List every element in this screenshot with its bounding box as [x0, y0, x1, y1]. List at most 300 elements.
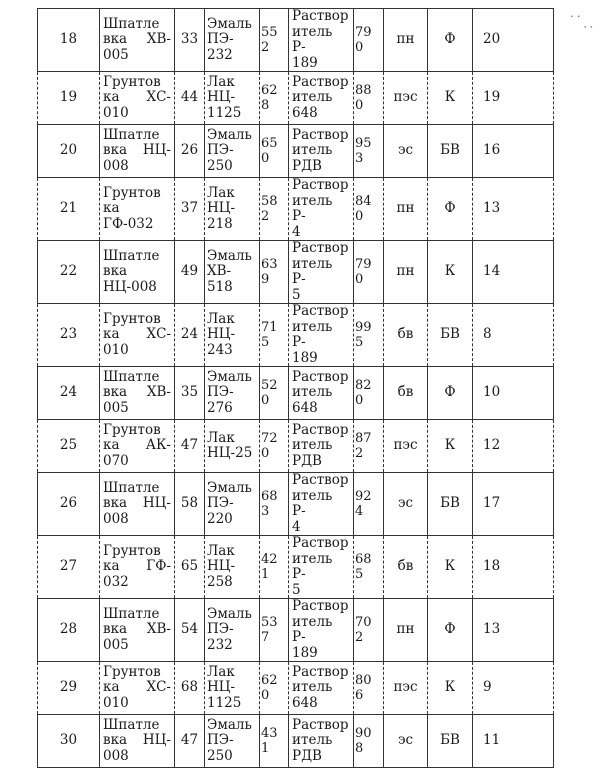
- solvent-name-line: 648: [292, 694, 318, 711]
- material-name-line: вка ХВ-: [103, 621, 171, 638]
- material-name-line: ка ХС-: [103, 326, 171, 343]
- table-row: [38, 536, 554, 599]
- coating-qty: [260, 9, 289, 72]
- table-row: [38, 72, 554, 125]
- solvent-name-line: 189: [292, 644, 318, 661]
- material-qty: 44: [175, 72, 205, 125]
- category: К: [428, 241, 473, 304]
- solvent-name-line: 189: [292, 349, 318, 366]
- solvent-name-line: 4: [292, 518, 301, 535]
- category: К: [428, 536, 473, 599]
- coating-qty-line: 53: [261, 615, 278, 630]
- row-number: 22: [38, 241, 100, 304]
- abbreviation: пн: [384, 178, 428, 241]
- solvent-qty-line: 2: [355, 446, 364, 461]
- last-value: 10: [473, 367, 554, 420]
- coating-code-line: НЦ-: [207, 200, 236, 217]
- scan-speck: · ·: [570, 10, 581, 23]
- material-name: [100, 599, 175, 662]
- material-name-line: 008: [103, 157, 129, 174]
- solvent-qty-line: 0: [355, 40, 364, 55]
- coating-qty-line: 71: [261, 320, 278, 335]
- material-name-line: Грунтов: [103, 542, 161, 559]
- solvent-name-line: Раствор: [292, 126, 349, 143]
- material-name-line: 005: [103, 636, 129, 653]
- coating-qty-line: 42: [261, 552, 278, 567]
- solvent-qty-line: 95: [355, 136, 372, 151]
- solvent-name-line: Раствор: [292, 421, 349, 438]
- coating-qty-line: 65: [261, 136, 278, 151]
- coating-code: [205, 715, 260, 768]
- solvent-qty-line: 80: [355, 673, 372, 688]
- coating-qty-line: 7: [261, 630, 270, 645]
- table-row: [38, 367, 554, 420]
- material-qty: 26: [175, 125, 205, 178]
- abbreviation: эс: [384, 473, 428, 536]
- solvent-qty: [354, 9, 384, 72]
- material-qty: 47: [175, 420, 205, 473]
- material-name-line: НЦ-008: [103, 278, 157, 295]
- material-name-line: Грунтов: [103, 73, 161, 90]
- material-name: [100, 9, 175, 72]
- material-name-line: Шпатле: [103, 368, 160, 385]
- coating-qty: [260, 241, 289, 304]
- coating-code-line: НЦ-25: [207, 445, 253, 461]
- coating-code: [205, 367, 260, 420]
- solvent-name-line: Раствор: [292, 73, 349, 90]
- last-value: 16: [473, 125, 554, 178]
- material-name-line: Грунтов: [103, 663, 161, 680]
- coating-code-line: Эмаль: [207, 716, 252, 733]
- solvent-name-line: итель Р-: [292, 487, 333, 519]
- coating-code-line: Лак: [207, 542, 235, 559]
- coating-code-line: 232: [207, 636, 233, 653]
- material-name-line: Шпатле: [103, 126, 160, 143]
- scan-speck: ‵ ‵: [584, 24, 593, 37]
- material-qty: 35: [175, 367, 205, 420]
- table-row: [38, 715, 554, 768]
- solvent-name-line: итель: [292, 142, 333, 159]
- material-qty: 33: [175, 9, 205, 72]
- materials-table: [37, 8, 554, 768]
- solvent-name: [289, 536, 354, 599]
- coating-code-line: Лак: [207, 310, 235, 327]
- table-row: [38, 304, 554, 367]
- abbreviation: бв: [384, 536, 428, 599]
- material-name-line: 010: [103, 694, 129, 711]
- material-name-line: Шпатле: [103, 479, 160, 496]
- solvent-qty-line: 8: [355, 741, 364, 756]
- material-name-line: 005: [103, 399, 129, 416]
- coating-code-line: 276: [207, 399, 233, 416]
- solvent-qty-line: 6: [355, 688, 364, 703]
- solvent-qty: [354, 367, 384, 420]
- solvent-qty-line: 99: [355, 320, 372, 335]
- material-qty: 68: [175, 662, 205, 715]
- row-number: 26: [38, 473, 100, 536]
- material-name-line: Шпатле: [103, 247, 160, 264]
- material-name-line: Грунтов: [103, 421, 161, 438]
- material-qty: 47: [175, 715, 205, 768]
- solvent-name-line: итель Р-: [292, 318, 333, 350]
- material-name: [100, 536, 175, 599]
- material-name: [100, 367, 175, 420]
- coating-qty-line: 5: [261, 335, 270, 350]
- solvent-name-line: итель: [292, 384, 333, 401]
- coating-qty-line: 58: [261, 194, 278, 209]
- row-number: 30: [38, 715, 100, 768]
- solvent-name: [289, 125, 354, 178]
- solvent-name: [289, 473, 354, 536]
- last-value: 8: [473, 304, 554, 367]
- solvent-qty-line: 5: [355, 335, 364, 350]
- row-number: 23: [38, 304, 100, 367]
- solvent-name-line: Раствор: [292, 177, 349, 193]
- coating-qty-line: 72: [261, 431, 278, 446]
- coating-qty-line: 0: [261, 446, 270, 461]
- coating-code-line: ПЭ-: [207, 732, 234, 749]
- last-value: 18: [473, 536, 554, 599]
- solvent-qty-line: 68: [355, 552, 372, 567]
- coating-qty: [260, 536, 289, 599]
- material-name-line: ка АК-: [103, 437, 171, 454]
- last-value: 11: [473, 715, 554, 768]
- last-value: 17: [473, 473, 554, 536]
- solvent-qty-line: 90: [355, 726, 372, 741]
- coating-qty: [260, 420, 289, 473]
- coating-code-line: НЦ-: [207, 89, 236, 106]
- material-qty: 37: [175, 178, 205, 241]
- material-name-line: вка НЦ-: [103, 142, 171, 159]
- solvent-qty: [354, 473, 384, 536]
- coating-code: [205, 125, 260, 178]
- last-value: 13: [473, 178, 554, 241]
- solvent-qty-line: 84: [355, 194, 372, 209]
- coating-code-line: Эмаль: [207, 247, 252, 264]
- solvent-name-line: РДВ: [292, 452, 322, 469]
- coating-code-line: ХВ-: [207, 263, 232, 280]
- row-number: 20: [38, 125, 100, 178]
- material-name-line: Шпатле: [103, 716, 160, 733]
- solvent-name: [289, 715, 354, 768]
- solvent-qty-line: 0: [355, 98, 364, 113]
- solvent-name: [289, 662, 354, 715]
- material-name: [100, 304, 175, 367]
- solvent-name-line: итель Р-: [292, 192, 333, 224]
- coating-code: [205, 536, 260, 599]
- last-value: 9: [473, 662, 554, 715]
- category: К: [428, 72, 473, 125]
- category: Ф: [428, 367, 473, 420]
- material-name: [100, 420, 175, 473]
- solvent-name-line: итель: [292, 437, 333, 454]
- material-name-line: 008: [103, 747, 129, 764]
- material-name-line: 008: [103, 510, 129, 527]
- material-name-line: вка: [103, 263, 128, 280]
- solvent-name: [289, 9, 354, 72]
- solvent-name-line: итель Р-: [292, 255, 333, 287]
- category: Ф: [428, 9, 473, 72]
- solvent-name-line: итель: [292, 679, 333, 696]
- row-number: 24: [38, 367, 100, 420]
- solvent-name-line: итель Р-: [292, 550, 333, 582]
- solvent-name-line: итель Р-: [292, 23, 333, 55]
- solvent-qty-line: 70: [355, 615, 372, 630]
- coating-code-line: 258: [207, 573, 233, 590]
- solvent-name: [289, 72, 354, 125]
- category: БВ: [428, 304, 473, 367]
- coating-code-line: Лак: [207, 184, 235, 201]
- row-number: 29: [38, 662, 100, 715]
- coating-qty-line: 0: [261, 151, 270, 166]
- solvent-qty: [354, 178, 384, 241]
- abbreviation: бв: [384, 367, 428, 420]
- coating-code-line: Эмаль: [207, 126, 252, 143]
- coating-code-line: Эмаль: [207, 479, 252, 496]
- material-name: [100, 662, 175, 715]
- material-name-line: ка ХС-: [103, 89, 171, 106]
- coating-qty-line: 68: [261, 489, 278, 504]
- coating-qty: [260, 72, 289, 125]
- coating-code: [205, 420, 260, 473]
- material-qty: 54: [175, 599, 205, 662]
- table-row: [38, 473, 554, 536]
- solvent-name-line: РДВ: [292, 157, 322, 174]
- coating-qty: [260, 599, 289, 662]
- solvent-name: [289, 241, 354, 304]
- material-name-line: Грунтов: [103, 310, 161, 327]
- material-name: [100, 241, 175, 304]
- material-name-line: ка ГФ-: [103, 558, 171, 575]
- abbreviation: эс: [384, 125, 428, 178]
- solvent-name-line: 648: [292, 399, 318, 416]
- coating-qty-line: 1: [261, 741, 270, 756]
- category: БВ: [428, 473, 473, 536]
- solvent-name-line: Раствор: [292, 716, 349, 733]
- coating-qty-line: 9: [261, 272, 270, 287]
- coating-code-line: 243: [207, 341, 233, 358]
- coating-qty-line: 2: [261, 40, 270, 55]
- coating-qty: [260, 367, 289, 420]
- coating-code-line: ПЭ-: [207, 495, 234, 512]
- category: Ф: [428, 178, 473, 241]
- coating-qty-line: 55: [261, 25, 278, 40]
- material-name-line: вка ХВ-: [103, 31, 171, 48]
- solvent-qty: [354, 662, 384, 715]
- solvent-qty: [354, 536, 384, 599]
- table-row: [38, 420, 554, 473]
- abbreviation: пэс: [384, 420, 428, 473]
- table-row: [38, 125, 554, 178]
- solvent-name-line: РДВ: [292, 747, 322, 764]
- solvent-qty-line: 0: [355, 209, 364, 224]
- solvent-name-line: 5: [292, 286, 301, 303]
- row-number: 28: [38, 599, 100, 662]
- coating-qty-line: 0: [261, 393, 270, 408]
- coating-code-line: Эмаль: [207, 15, 252, 32]
- solvent-qty: [354, 125, 384, 178]
- coating-code: [205, 599, 260, 662]
- coating-code-line: 250: [207, 157, 233, 174]
- last-value: 19: [473, 72, 554, 125]
- solvent-name-line: Раствор: [292, 598, 349, 614]
- material-name-line: 010: [103, 341, 129, 358]
- coating-qty-line: 1: [261, 567, 270, 582]
- material-name-line: ГФ-032: [103, 215, 154, 232]
- solvent-qty-line: 82: [355, 378, 372, 393]
- row-number: 27: [38, 536, 100, 599]
- table-row: [38, 9, 554, 72]
- last-value: 13: [473, 599, 554, 662]
- coating-qty-line: 52: [261, 378, 278, 393]
- coating-qty: [260, 304, 289, 367]
- solvent-qty: [354, 420, 384, 473]
- table-row: [38, 178, 554, 241]
- solvent-name-line: Раствор: [292, 8, 349, 24]
- solvent-qty-line: 3: [355, 151, 364, 166]
- category: К: [428, 420, 473, 473]
- coating-code-line: ПЭ-: [207, 621, 234, 638]
- material-name-line: 005: [103, 46, 129, 63]
- solvent-name: [289, 599, 354, 662]
- coating-code: [205, 178, 260, 241]
- coating-code-line: НЦ-: [207, 679, 236, 696]
- material-qty: 65: [175, 536, 205, 599]
- coating-code-line: Лак: [207, 73, 235, 90]
- category: БВ: [428, 125, 473, 178]
- coating-qty-line: 62: [261, 673, 278, 688]
- coating-qty: [260, 178, 289, 241]
- coating-code-line: ПЭ-: [207, 31, 234, 48]
- solvent-qty-line: 5: [355, 567, 364, 582]
- coating-code-line: 250: [207, 747, 233, 764]
- coating-code-line: 220: [207, 510, 233, 527]
- material-name-line: вка НЦ-: [103, 495, 171, 512]
- coating-code-line: НЦ-: [207, 558, 236, 575]
- coating-code-line: Лак: [207, 429, 235, 446]
- coating-code-line: 232: [207, 46, 233, 63]
- material-name: [100, 473, 175, 536]
- solvent-qty: [354, 715, 384, 768]
- coating-qty: [260, 125, 289, 178]
- material-qty: 49: [175, 241, 205, 304]
- category: К: [428, 662, 473, 715]
- material-name-line: Шпатле: [103, 605, 160, 622]
- last-value: 20: [473, 9, 554, 72]
- solvent-name: [289, 178, 354, 241]
- solvent-qty: [354, 304, 384, 367]
- material-name-line: вка НЦ-: [103, 732, 171, 749]
- table-body: [38, 9, 554, 768]
- solvent-name-line: Раствор: [292, 240, 349, 256]
- material-name-line: 070: [103, 452, 129, 469]
- solvent-qty-line: 79: [355, 25, 372, 40]
- abbreviation: пн: [384, 599, 428, 662]
- last-value: 14: [473, 241, 554, 304]
- solvent-name-line: итель: [292, 732, 333, 749]
- abbreviation: пэс: [384, 72, 428, 125]
- coating-code-line: Эмаль: [207, 605, 252, 622]
- coating-qty-line: 0: [261, 688, 270, 703]
- solvent-name: [289, 420, 354, 473]
- material-name-line: вка ХВ-: [103, 384, 171, 401]
- category: Ф: [428, 599, 473, 662]
- solvent-name-line: Раствор: [292, 368, 349, 385]
- row-number: 19: [38, 72, 100, 125]
- solvent-qty-line: 2: [355, 630, 364, 645]
- material-qty: 24: [175, 304, 205, 367]
- material-name-line: Грунтов: [103, 184, 161, 201]
- coating-code-line: Лак: [207, 663, 235, 680]
- coating-code-line: 1125: [207, 694, 242, 711]
- solvent-name-line: итель: [292, 89, 333, 106]
- solvent-name-line: Раствор: [292, 663, 349, 680]
- solvent-name: [289, 367, 354, 420]
- table-row: [38, 241, 554, 304]
- material-name: [100, 72, 175, 125]
- coating-qty: [260, 662, 289, 715]
- solvent-name-line: 5: [292, 581, 301, 598]
- solvent-qty-line: 0: [355, 272, 364, 287]
- solvent-qty-line: 79: [355, 257, 372, 272]
- coating-code-line: ПЭ-: [207, 142, 234, 159]
- coating-code: [205, 241, 260, 304]
- coating-code-line: 518: [207, 278, 233, 295]
- material-qty: 58: [175, 473, 205, 536]
- material-name: [100, 715, 175, 768]
- material-name: [100, 125, 175, 178]
- coating-code-line: 1125: [207, 104, 242, 121]
- solvent-name-line: Раствор: [292, 535, 349, 551]
- coating-qty: [260, 715, 289, 768]
- row-number: 21: [38, 178, 100, 241]
- coating-code-line: НЦ-: [207, 326, 236, 343]
- material-name-line: 010: [103, 104, 129, 121]
- material-name-line: ка: [103, 200, 120, 217]
- row-number: 18: [38, 9, 100, 72]
- abbreviation: пн: [384, 241, 428, 304]
- solvent-name-line: итель Р-: [292, 613, 333, 645]
- solvent-name-line: 189: [292, 54, 318, 71]
- coating-code: [205, 72, 260, 125]
- solvent-name: [289, 304, 354, 367]
- solvent-qty-line: 87: [355, 431, 372, 446]
- abbreviation: пн: [384, 9, 428, 72]
- coating-code-line: Эмаль: [207, 368, 252, 385]
- last-value: 12: [473, 420, 554, 473]
- solvent-name-line: 648: [292, 104, 318, 121]
- coating-code-line: ПЭ-: [207, 384, 234, 401]
- coating-code: [205, 304, 260, 367]
- abbreviation: пэс: [384, 662, 428, 715]
- solvent-qty-line: 4: [355, 504, 364, 519]
- coating-code-line: 218: [207, 215, 233, 232]
- solvent-qty: [354, 241, 384, 304]
- coating-qty-line: 43: [261, 726, 278, 741]
- category: БВ: [428, 715, 473, 768]
- coating-code: [205, 662, 260, 715]
- material-name-line: 032: [103, 573, 129, 590]
- coating-qty: [260, 473, 289, 536]
- table-row: [38, 599, 554, 662]
- solvent-name-line: 4: [292, 223, 301, 240]
- material-name: [100, 178, 175, 241]
- coating-qty-line: 8: [261, 98, 270, 113]
- solvent-name-line: Раствор: [292, 472, 349, 488]
- abbreviation: эс: [384, 715, 428, 768]
- coating-code: [205, 473, 260, 536]
- solvent-qty-line: 92: [355, 489, 372, 504]
